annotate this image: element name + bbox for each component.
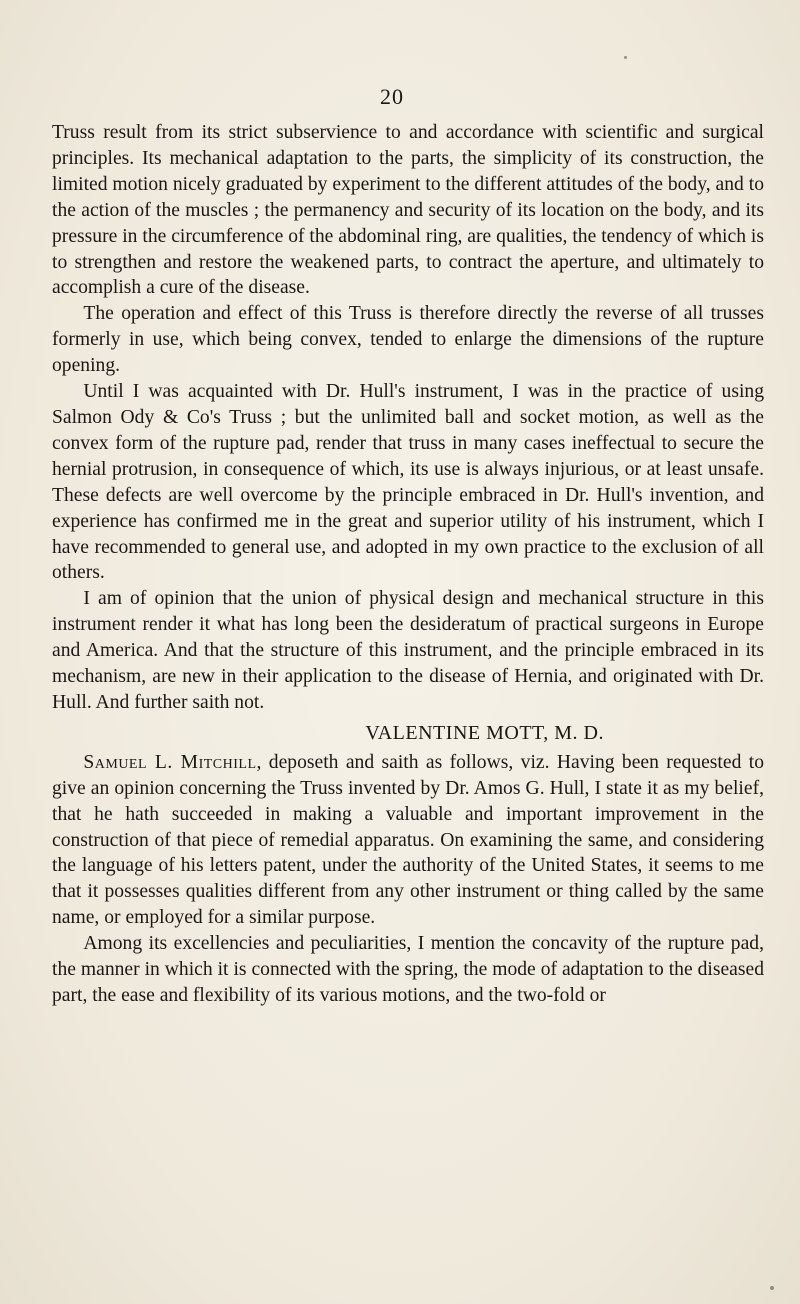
paragraph-opinion-union: I am of opinion that the union of physical design and mechanical structure in this instrument render it what has long been the desideratum of practical surgeons in Europe and America. And that the structure of this instrument, and the principle embraced in its mechanism, are new in their application to the disease of Hernia, and originated with Dr. Hull. And further saith not. [52,588,764,713]
paragraph-operation-effect: The operation and effect of this Truss is therefore directly the reverse of all trusses formerly in use, which being convex, tended to enlarge the dimensions of the rupture opening. [52,303,764,377]
page-number: 20 [380,84,404,109]
ink-speck [770,1286,774,1290]
deposition-text: , deposeth and saith as follows, viz. Having been requested to give an opinion concerning the Truss invented by Dr. Amos G. Hull, I state it as my belief, that he hath succeeded in making a valuable and important improvement in the construction of that piece of remedial apparatus. On examining the same, and considering the language of his letters patent, under the authority of the United States, it seems to me that it possesses qualities different from any other instrument or thing called by the same name, or employed for a similar purpose. [52,751,764,929]
ink-speck [624,56,627,59]
paragraph-mitchill-deposition [52,750,764,931]
deponent-name: Samuel L. Mitchill [83,751,257,773]
body-text [52,120,764,1009]
paragraph-truss-result: Truss result from its strict subservience to and accordance with scientific and surgical principles. Its mechanical adaptation to the parts, the simplicity of its construction, the limited motion nicely graduated by experiment to the different attitudes of the body, and to the action of the muscles ; the permanency and security of its location on the body, and its pressure in the circumference of the abdominal ring, are qualities, the tendency of which is to strengthen and restore the weakened parts, to contract the aperture, and ultimately to accomplish a cure of the disease. [52,122,764,299]
paragraph-excellencies: Among its excellencies and peculiarities, I mention the concavity of the rupture pad, the manner in which it is connected with the spring, the mode of adaptation to the diseased part, the ease and flexibility of its various motions, and the two-fold or [52,933,764,1006]
signature-valentine-mott: VALENTINE MOTT, M. D. [365,721,604,744]
paragraph-until-acquainted: Until I was acquainted with Dr. Hull's instrument, I was in the practice of using Salmon Ody & Co's Truss ; but the unlimited ball and socket motion, as well as the convex form of the rupture pad, render that truss in many cases ineffectual to secure the hernial protrusion, in consequence of which, its use is always injurious, or at least unsafe. These defects are well overcome by the principle embraced in Dr. Hull's invention, and experience has confirmed me in the great and superior utility of his instrument, which I have recommended to general use, and adopted in my own practice to the exclusion of all others. [52,381,764,584]
